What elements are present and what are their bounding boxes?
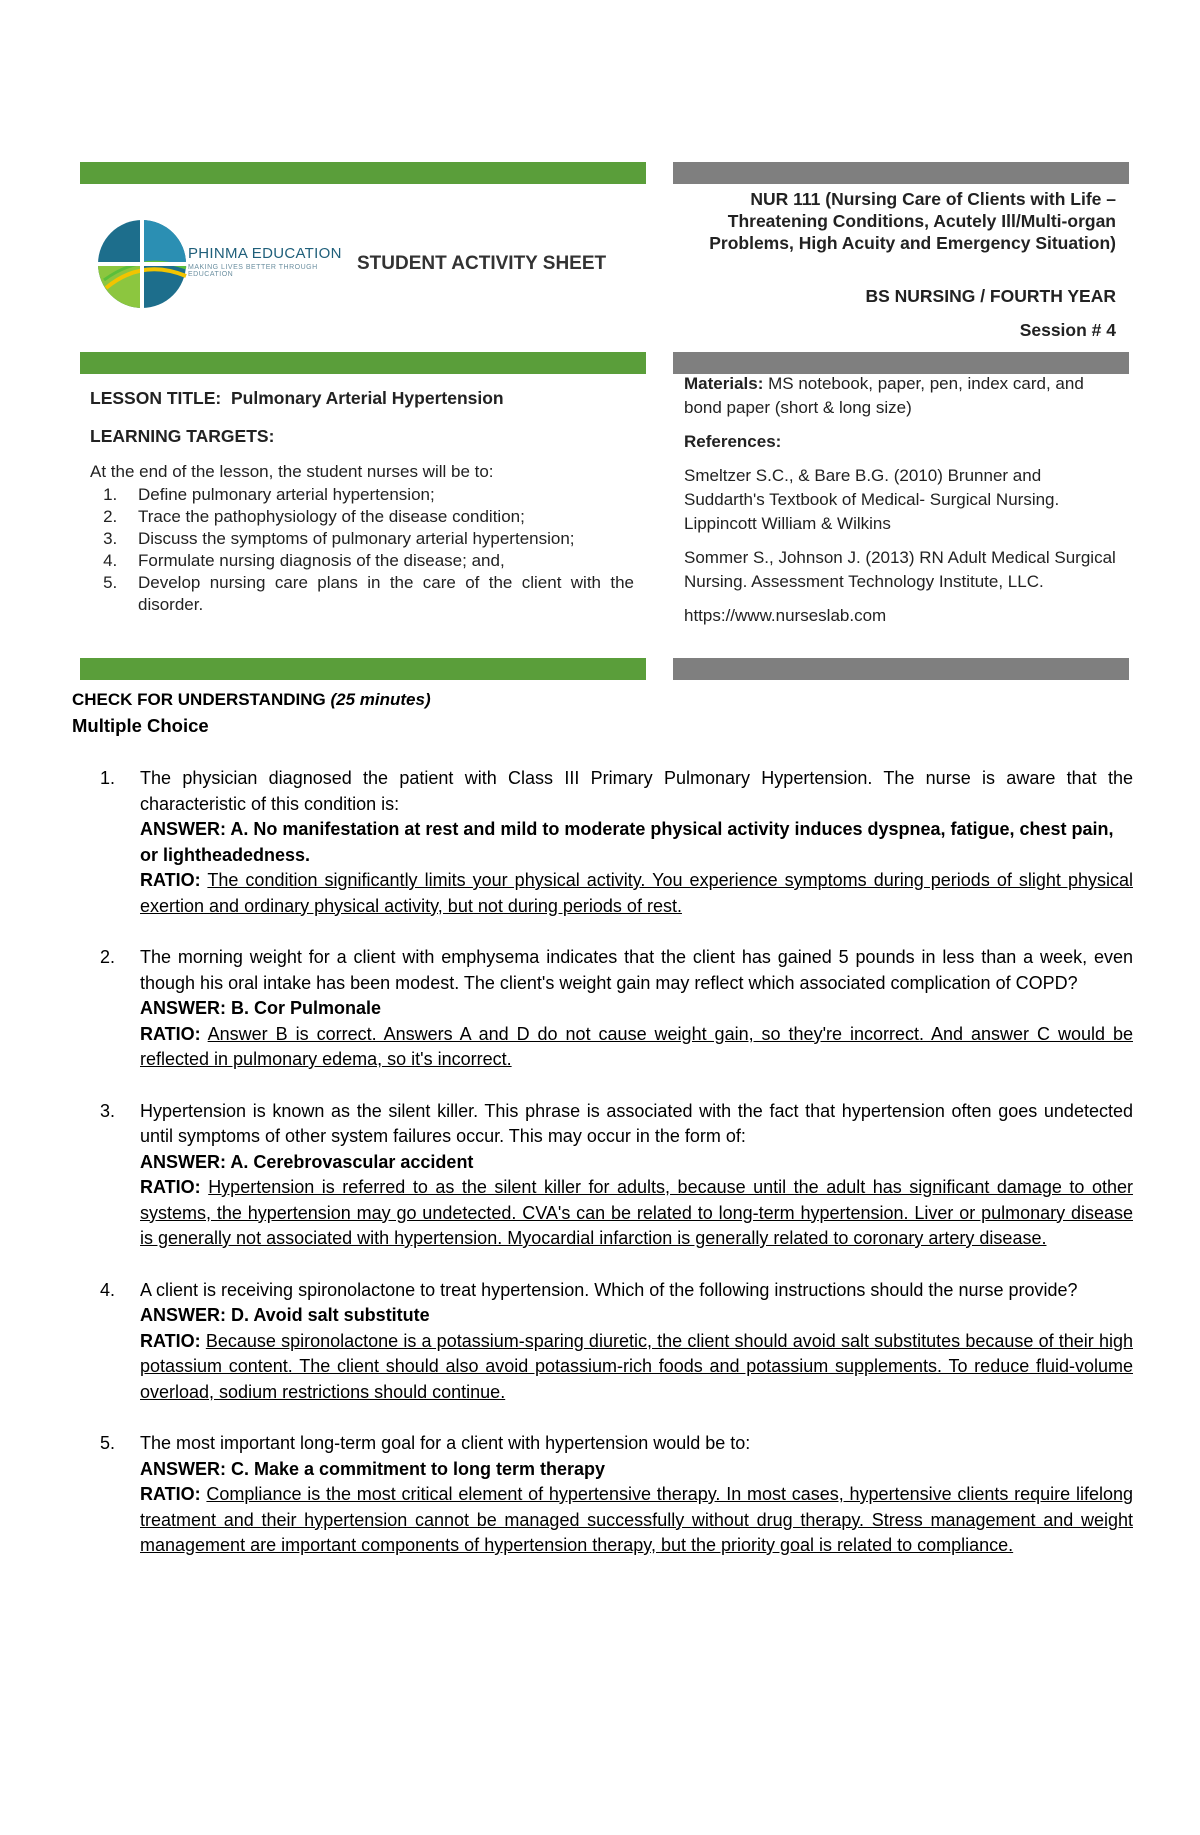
reference-item: Smeltzer S.C., & Bare B.G. (2010) Brunner and Suddarth's Textbook of Medical- Surgical Nursing. Lippincott William & Wilkins xyxy=(684,466,1060,533)
ratio-text: Because spironolactone is a potassium-sparing diuretic, the client should avoid salt substitutes because of their high potassium content. The client should also avoid potassium-rich foods and potassium supplements. To reduce fluid-volume overload, sodium restrictions should continue. xyxy=(140,1330,1133,1402)
question-ratio xyxy=(140,1329,1133,1406)
learning-targets-list xyxy=(90,484,634,616)
lesson-title-text: Pulmonary Arterial Hypertension xyxy=(230,388,504,408)
header-bottom-green-bar xyxy=(80,658,646,680)
question-number: 2. xyxy=(100,947,116,967)
section-duration: (25 minutes) xyxy=(330,690,431,709)
question-item xyxy=(100,766,1133,919)
reference-link[interactable]: https://www.nurseslab.com xyxy=(684,606,887,625)
question-ratio xyxy=(140,868,1133,919)
question-answer: ANSWER: D. Avoid salt substitute xyxy=(140,1305,430,1325)
question-text: The most important long-term goal for a client with hypertension would be to: xyxy=(140,1433,751,1453)
lesson-title-label: LESSON TITLE: xyxy=(90,388,222,408)
program-label: BS NURSING / FOURTH YEAR xyxy=(865,286,1116,306)
question-number: 3. xyxy=(100,1100,116,1121)
question-item xyxy=(100,1431,1133,1559)
question-answer: ANSWER: C. Make a commitment to long term therapy xyxy=(140,1458,606,1479)
brand-name: PHINMA EDUCATION xyxy=(188,245,342,262)
ratio-label: RATIO: xyxy=(140,1023,201,1044)
reference-item: Sommer S., Johnson J. (2013) RN Adult Medical Surgical Nursing. Assessment Technology Institute, LLC. xyxy=(684,548,1116,591)
ratio-label: RATIO: xyxy=(140,1484,201,1504)
question-answer: ANSWER: A. Cerebrovascular accident xyxy=(140,1151,474,1172)
ratio-label: RATIO: xyxy=(140,1330,201,1351)
learning-targets-intro: At the end of the lesson, the student nurses will be to: xyxy=(90,462,494,481)
section-heading-text: CHECK FOR UNDERSTANDING xyxy=(72,690,326,709)
ratio-label: RATIO: xyxy=(140,1177,201,1197)
references-heading: References: xyxy=(684,432,782,451)
section-heading xyxy=(72,690,431,710)
header-bottom-gray-bar xyxy=(673,658,1129,680)
materials-text: MS notebook, paper, pen, index card, and bond paper (short & long size) xyxy=(684,374,1084,417)
questions-list xyxy=(100,766,1133,1585)
learning-target-item: 2. Trace the pathophysiology of the disease condition; xyxy=(122,506,634,528)
question-ratio xyxy=(140,1175,1133,1252)
header-mid-gray-bar xyxy=(673,352,1129,374)
question-answer: ANSWER: A. No manifestation at rest and mild to moderate physical activity induces dyspnea, fatigue, chest pain, or lightheadedness. xyxy=(140,819,1114,865)
ratio-text: The condition significantly limits your physical activity. You experience symptoms during periods of slight physical exertion and ordinary physical activity, but not during periods of rest. xyxy=(140,870,1133,916)
course-title: NUR 111 (Nursing Care of Clients with Life – Threatening Conditions, Acutely Ill/Multi-organ Problems, High Acuity and Emergency Situation) xyxy=(709,189,1116,253)
question-ratio xyxy=(140,1482,1133,1559)
question-text: Hypertension is known as the silent killer. This phrase is associated with the fact that hypertension often goes undetected until symptoms of other system failures occur. This may occur in the form of: xyxy=(140,1100,1133,1146)
learning-target-item: 4. Formulate nursing diagnosis of the disease; and, xyxy=(122,550,634,572)
question-text: The physician diagnosed the patient with Class III Primary Pulmonary Hypertension. The nurse is aware that the characteristic of this condition is: xyxy=(140,768,1133,814)
header-mid-green-bar xyxy=(80,352,646,374)
learning-target-item: 3. Discuss the symptoms of pulmonary arterial hypertension; xyxy=(122,528,634,550)
learning-targets-heading: LEARNING TARGETS: xyxy=(90,426,275,446)
question-answer: ANSWER: B. Cor Pulmonale xyxy=(140,998,382,1018)
materials-label: Materials: xyxy=(684,374,764,393)
sheet-title: STUDENT ACTIVITY SHEET xyxy=(357,253,607,274)
question-number: 5. xyxy=(100,1433,116,1453)
learning-target-item: 5. Develop nursing care plans in the care of the client with the disorder. xyxy=(122,572,634,616)
ratio-text: Answer B is correct. Answers A and D do not cause weight gain, so they're incorrect. And answer C would be reflected in pulmonary edema, so it's incorrect. xyxy=(140,1023,1133,1069)
phinma-logo-icon xyxy=(96,218,188,310)
learning-target-item: 1. Define pulmonary arterial hypertension; xyxy=(122,484,634,506)
ratio-text: Hypertension is referred to as the silent killer for adults, because until the adult has significant damage to other systems, the hypertension may go undetected. CVA's can be related to long-term hypertension. Liver or pulmonary disease is generally not associated with hypertension. Myocardial infarction is generally related to coronary artery disease. xyxy=(140,1177,1133,1248)
header-top-gray-bar xyxy=(673,162,1129,184)
question-item xyxy=(100,1278,1133,1406)
question-item xyxy=(100,945,1133,1073)
ratio-text: Compliance is the most critical element of hypertensive therapy. In most cases, hypertensive clients require lifelong treatment and their hypertension cannot be managed successfully without drug therapy. Stress management and weight management are important components of hypertension therapy, but the priority goal is related to compliance. xyxy=(140,1484,1133,1555)
header-top-green-bar xyxy=(80,162,646,184)
question-ratio xyxy=(140,1022,1133,1073)
question-text: A client is receiving spironolactone to treat hypertension. Which of the following instructions should the nurse provide? xyxy=(140,1279,1078,1300)
question-item xyxy=(100,1099,1133,1252)
ratio-label: RATIO: xyxy=(140,870,201,890)
materials xyxy=(684,372,1124,420)
question-number: 1. xyxy=(100,768,116,788)
question-number: 4. xyxy=(100,1279,116,1300)
lesson-panel xyxy=(90,388,634,616)
section-subheading: Multiple Choice xyxy=(72,715,209,736)
brand-tagline: MAKING LIVES BETTER THROUGH EDUCATION xyxy=(188,264,318,278)
session-label: Session # 4 xyxy=(1019,320,1116,340)
materials-panel xyxy=(684,372,1124,638)
question-text: The morning weight for a client with emphysema indicates that the client has gained 5 pounds in less than a week, even though his oral intake has been modest. The client's weight gain may reflect which associated complication of COPD? xyxy=(140,947,1133,993)
lesson-title xyxy=(90,388,634,409)
